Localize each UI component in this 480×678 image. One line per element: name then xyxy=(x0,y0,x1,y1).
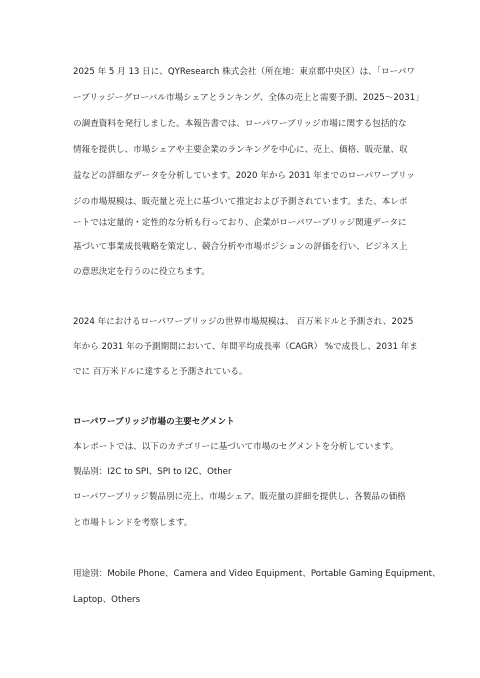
section-intro: 本レポートでは、以下のカテゴリーに基づいて市場のセグメントを分析しています。 xyxy=(73,442,399,452)
application-segment-line: 用途別：Mobile Phone、Camera and Video Equipment、Portable Gaming Equipment、 xyxy=(73,569,441,579)
paragraph-1-line: ーブリッジーグローバル市場シェアとランキング、全体の売上と需要予測、2025〜2031」 xyxy=(73,93,424,103)
paragraph-1-line: 基づいて事業成長戦略を策定し、競合分析や市場ポジションの評価を行い、ビジネス上 xyxy=(73,242,408,252)
paragraph-1-line: の調査資料を発行しました。本報告書では、ローパワーブリッジ市場に関する包括的な xyxy=(73,119,407,129)
paragraph-2-line: 年から 2031 年の予測期間において、年間平均成長率（CAGR） %で成長し、2031 年ま xyxy=(73,342,418,352)
paragraph-1-line: 情報を提供し、市場シェアや主要企業のランキングを中心に、売上、価格、販売量、収 xyxy=(73,145,408,155)
application-segment-line: Laptop、Others xyxy=(73,595,141,605)
paragraph-1-line: の意思決定を行うのに役立ちます。 xyxy=(73,267,210,277)
product-description-line: と市場トレンドを考察します。 xyxy=(73,518,193,528)
product-segment: 製品別：I2C to SPI、SPI to I2C、Other xyxy=(73,467,232,477)
paragraph-1-line: ートでは定量的・定性的な分析も行っており、企業がローパワーブリッジ関連データに xyxy=(73,218,407,228)
section-heading: ローパワーブリッジ市場の主要セグメント xyxy=(73,417,235,427)
paragraph-1-line: 益などの詳細なデータを分析しています。2020 年から 2031 年までのローパワーブリッ xyxy=(73,171,415,181)
product-description-line: ローパワーブリッジ製品別に売上、市場シェア、販売量の詳細を提供し、各製品の価格 xyxy=(73,492,406,502)
paragraph-2-line: 2024 年におけるローパワーブリッジの世界市場規模は、 百万米ドルと予測され、2025 xyxy=(73,317,414,327)
paragraph-2-line: でに 百万米ドルに達すると予測されている。 xyxy=(73,367,248,377)
paragraph-1-line: ジの市場規模は、販売量と売上に基づいて推定および予測されています。また、本レポ xyxy=(73,197,408,207)
paragraph-1-line: 2025 年 5 月 13 日に、QYResearch 株式会社（所在地：東京都中央区）は、「ローパワ xyxy=(73,67,415,77)
